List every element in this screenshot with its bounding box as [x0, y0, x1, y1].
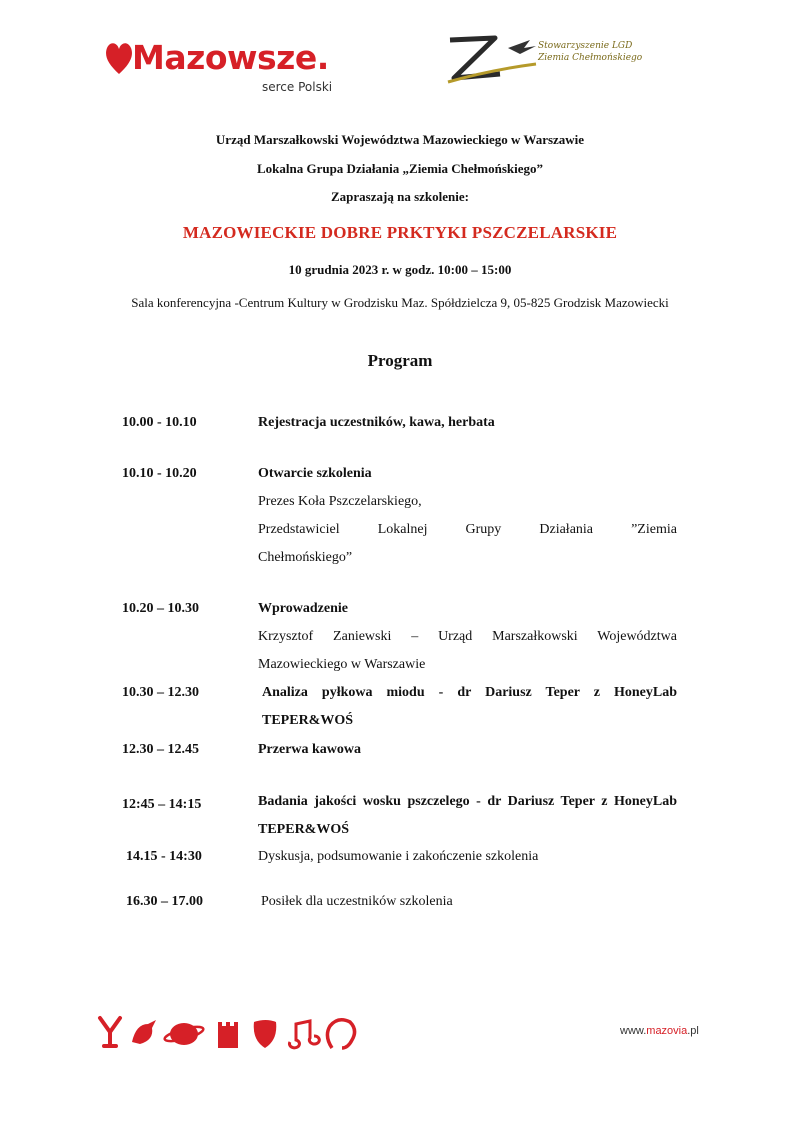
training-date: 10 grudnia 2023 r. w godz. 10:00 – 15:00 [288, 262, 512, 277]
program-heading: Program [367, 351, 433, 370]
schedule-item [258, 843, 677, 871]
lgd-line-1: Stowarzyszenie LGD [538, 41, 633, 51]
stork-z-icon [440, 30, 540, 90]
training-venue: Sala konferencyjna -Centrum Kultury w Grodzisku Maz. Spółdzielcza 9, 05-825 Grodzisk Mazowiecki [131, 295, 669, 310]
schedule-time: 10.20 – 10.30 [122, 601, 199, 616]
schedule-detail: Krzysztof Zaniewski – Urząd Marszałkowski Województwa Mazowieckiego w Warszawie [258, 629, 677, 672]
schedule-time: 16.30 – 17.00 [126, 894, 203, 909]
url-brand: mazovia [646, 1025, 688, 1037]
bird-icon [132, 1020, 156, 1044]
schedule-title: Posiłek dla uczestników szkolenia [261, 894, 453, 909]
detail-word: Grupy [465, 522, 502, 537]
mazowsze-name: Mazowsze. [132, 38, 329, 77]
music-note-icon [289, 1021, 319, 1048]
lgd-line-2: Ziemia Chełmońskiego [538, 53, 643, 63]
schedule-detail: Chełmońskiego” [258, 550, 353, 565]
mazovia-icon-strip [96, 1012, 366, 1052]
mask-icon [254, 1020, 277, 1048]
schedule-time: 10.10 - 10.20 [122, 466, 197, 481]
schedule-time: 10.00 - 10.10 [122, 415, 197, 430]
schedule-time: 10.30 – 12.30 [122, 685, 199, 700]
heart-icon [104, 38, 134, 78]
schedule-item [258, 595, 677, 679]
schedule-item [258, 679, 677, 735]
training-title: MAZOWIECKIE DOBRE PRKTYKI PSZCZELARSKIE [182, 223, 618, 242]
schedule-item [261, 888, 680, 916]
schedule-title: Przerwa kawowa [258, 742, 362, 757]
schedule-detail [258, 516, 677, 544]
schedule-item [258, 788, 677, 844]
schedule-time: 12.30 – 12.45 [122, 742, 199, 757]
url-suffix: .pl [687, 1025, 699, 1037]
schedule-title: Dyskusja, podsumowanie i zakończenie szkolenia [258, 849, 539, 864]
planet-icon [163, 1023, 204, 1045]
mazowsze-tagline: serce Polski [262, 80, 333, 94]
organizer-line-2: Lokalna Grupa Działania „Ziemia Chełmońskiego” [256, 161, 544, 176]
mazowsze-logo [104, 38, 354, 100]
schedule-title: Otwarcie szkolenia [258, 466, 372, 481]
schedule-item [258, 409, 677, 437]
schedule-time: 14.15 - 14:30 [126, 849, 202, 864]
tower-icon [218, 1022, 238, 1048]
schedule-time: 12:45 – 14:15 [122, 797, 202, 812]
detail-word: Przedstawiciel [258, 522, 340, 537]
detail-word: Działania [539, 522, 594, 537]
schedule-detail: Prezes Koła Pszczelarskiego, [258, 494, 422, 509]
schedule-title: Analiza pyłkowa miodu - dr Dariusz Teper z HoneyLab TEPER&WOŚ [262, 685, 677, 728]
schedule-title: Wprowadzenie [258, 601, 348, 616]
head-profile-icon [327, 1020, 354, 1048]
lgd-caption [538, 40, 668, 64]
schedule-item [258, 460, 677, 572]
organizer-line-1: Urząd Marszałkowski Województwa Mazowieckiego w Warszawie [215, 132, 585, 147]
footer-url[interactable] [620, 1025, 699, 1037]
schedule-title: Badania jakości wosku pszczelego - dr Dariusz Teper z HoneyLab TEPER&WOŚ [258, 794, 677, 837]
schedule-title: Rejestracja uczestników, kawa, herbata [258, 415, 495, 430]
url-prefix: www. [620, 1025, 647, 1037]
goblet-icon [100, 1018, 120, 1046]
detail-word: Lokalnej [377, 522, 428, 537]
detail-word: ”Ziemia [631, 522, 677, 537]
lgd-logo [440, 30, 670, 90]
invite-line: Zapraszają na szkolenie: [331, 189, 469, 204]
schedule-item [258, 736, 677, 764]
